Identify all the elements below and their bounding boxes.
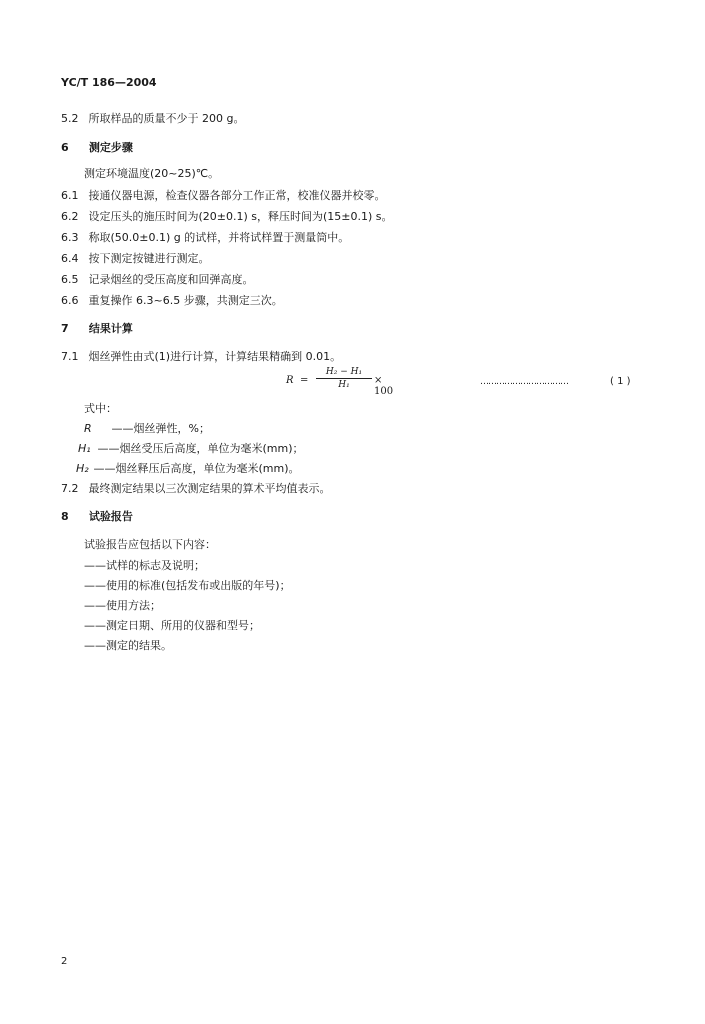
section-number: 6: [61, 141, 69, 154]
clause-number: 6.6: [61, 294, 79, 307]
clause-7-2: [61, 482, 331, 496]
clause-text: 设定压头的施压时间为(20±0.1) s，释压时间为(15±0.1) s。: [88, 210, 393, 223]
clause-text: 所取样品的质量不少于 200 g。: [88, 112, 245, 125]
page-number: 2: [61, 956, 68, 967]
variable-symbol: R: [84, 422, 92, 435]
clause-6-2: [61, 210, 393, 224]
standard-code-header: YC/T 186—2004: [61, 76, 157, 89]
clause-6-5: [61, 273, 254, 287]
clause-number: 6.1: [61, 189, 79, 202]
section-6-intro: 测定环境温度(20~25)℃。: [84, 167, 220, 180]
clause-number: 5.2: [61, 112, 79, 125]
variable-description: ——烟丝受压后高度，单位为毫米(mm)；: [97, 442, 304, 455]
clause-number: 6.2: [61, 210, 79, 223]
clause-text: 烟丝弹性由式(1)进行计算，计算结果精确到 0.01。: [88, 350, 342, 363]
clause-number: 6.3: [61, 231, 79, 244]
clause-text: 称取(50.0±0.1) g 的试样，并将试样置于测量筒中。: [88, 231, 350, 244]
section-7-heading: [61, 322, 133, 336]
variable-symbol: H₁: [78, 442, 91, 455]
section-8-intro: 试验报告应包括以下内容：: [84, 538, 216, 551]
formula-numerator: H₂ − H₁: [325, 367, 363, 377]
equation-number: ( 1 ): [610, 376, 631, 387]
clause-text: 最终测定结果以三次测定结果的算术平均值表示。: [88, 482, 331, 495]
clause-number: 6.4: [61, 252, 79, 265]
variable-description: ——烟丝释压后高度，单位为毫米(mm)。: [93, 462, 300, 475]
section-title: 试验报告: [88, 510, 133, 523]
clause-text: 记录烟丝的受压高度和回弹高度。: [88, 273, 254, 286]
where-label: 式中：: [84, 402, 117, 415]
clause-6-6: [61, 294, 283, 308]
variable-symbol: H₂: [76, 462, 89, 475]
clause-6-4: [61, 252, 210, 266]
report-item: ——试样的标志及说明；: [84, 559, 205, 572]
section-number: 8: [61, 510, 69, 523]
variable-r: [84, 422, 210, 436]
section-6-heading: [61, 141, 133, 155]
section-title: 测定步骤: [88, 141, 133, 154]
clause-number: 7.1: [61, 350, 79, 363]
section-title: 结果计算: [88, 322, 133, 335]
clause-5-2: [61, 112, 244, 126]
clause-7-1: [61, 350, 341, 364]
clause-text: 按下测定按键进行测定。: [88, 252, 210, 265]
report-item: ——使用的标准(包括发布或出版的年号)；: [84, 579, 291, 592]
section-number: 7: [61, 322, 69, 335]
formula-denominator: H₁: [338, 380, 350, 390]
clause-text: 接通仪器电源，检查仪器各部分工作正常，校准仪器并校零。: [88, 189, 386, 202]
variable-h2: [76, 462, 300, 476]
report-item: ——使用方法；: [84, 599, 161, 612]
fraction-bar: [316, 378, 372, 379]
clause-6-1: [61, 189, 386, 203]
formula-equals: =: [300, 375, 309, 386]
variable-description: ——烟丝弹性，%；: [111, 422, 210, 435]
variable-h1: [78, 442, 304, 456]
equation-leader-dots: ……………………………: [480, 377, 568, 387]
clause-number: 7.2: [61, 482, 79, 495]
report-item: ——测定日期、所用的仪器和型号；: [84, 619, 260, 632]
clause-number: 6.5: [61, 273, 79, 286]
formula-multiplier: × 100: [374, 375, 394, 397]
section-8-heading: [61, 510, 133, 524]
clause-text: 重复操作 6.3~6.5 步骤，共测定三次。: [88, 294, 283, 307]
formula-fraction: [316, 367, 372, 390]
formula-lhs: R: [286, 375, 294, 386]
clause-6-3: [61, 231, 349, 245]
report-item: ——测定的结果。: [84, 639, 172, 652]
